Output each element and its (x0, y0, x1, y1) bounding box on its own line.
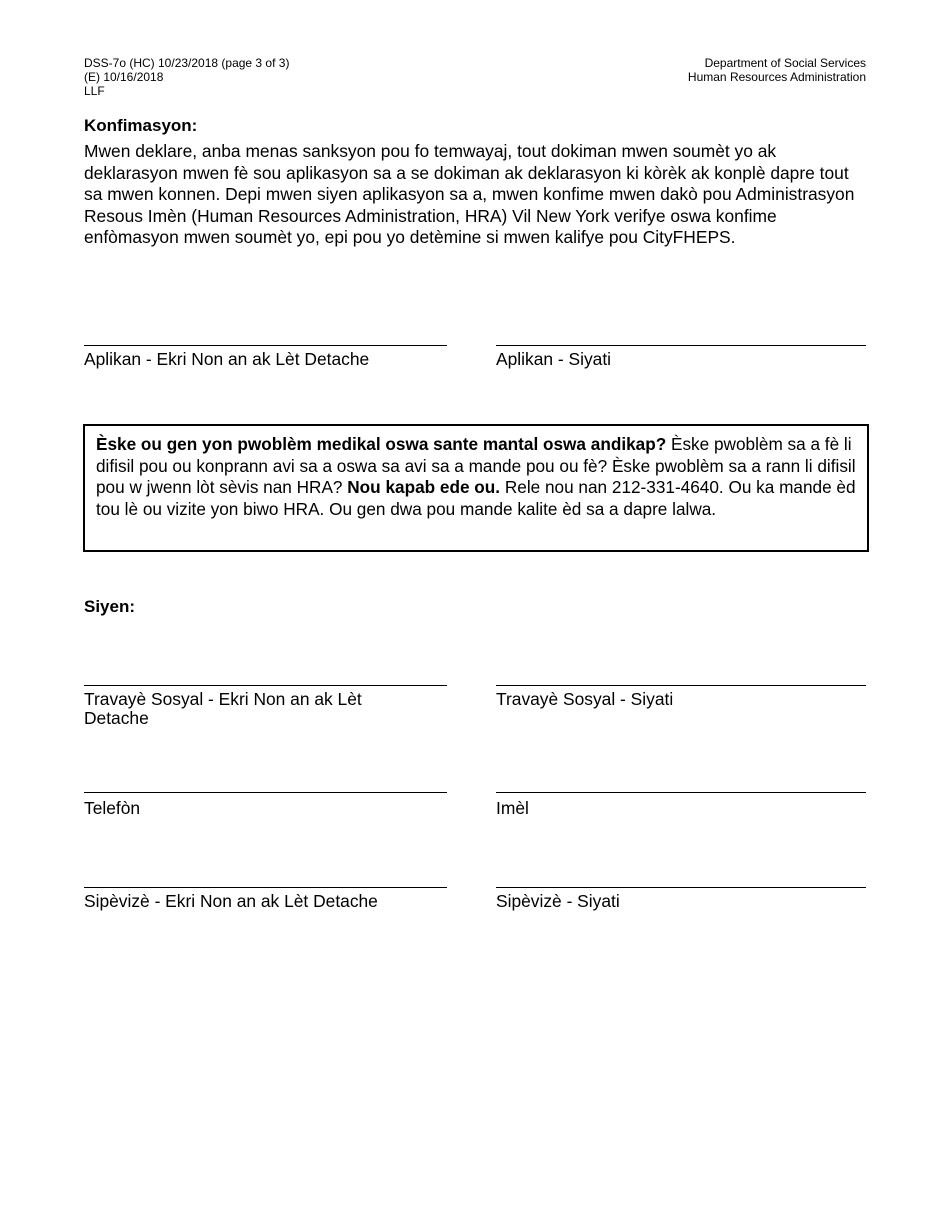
language-code-line: LLF (84, 84, 105, 98)
supervisor-signature-label: Sipèvizè - Siyati (496, 891, 620, 911)
social-worker-name-line[interactable] (84, 685, 447, 686)
supervisor-name-label: Sipèvizè - Ekri Non an ak Lèt Detache (84, 891, 378, 911)
notice-text-1: Èske pwoblèm sa a fè li difisil pou ou konprann avi sa a oswa sa avi sa a mande pou ou fè? Èske pwoblèm sa a rann li difisil pou w jwenn lòt sèvis nan HRA? (96, 434, 856, 498)
agency-header (688, 56, 866, 84)
applicant-name-line[interactable] (84, 345, 447, 346)
applicant-name-label: Aplikan - Ekri Non an ak Lèt Detache (84, 349, 370, 369)
notice-text-2: Rele nou nan 212-331-4640. Ou ka mande èd tou lè ou vizite yon biwo HRA. Ou gen dwa pou mande kalite èd sa a dapre lalwa. (96, 477, 856, 519)
applicant-signature-line[interactable] (496, 345, 866, 346)
email-line[interactable] (496, 792, 866, 793)
confirmation-title: Konfimasyon: (84, 116, 198, 135)
email-label: Imèl (496, 798, 529, 818)
department-name: Department of Social Services (704, 56, 866, 70)
supervisor-name-line[interactable] (84, 887, 447, 888)
signed-title: Siyen: (84, 597, 136, 616)
social-worker-signature-label: Travayè Sosyal - Siyati (496, 689, 674, 709)
applicant-signature-label: Aplikan - Siyati (496, 349, 612, 369)
notice-help: Nou kapab ede ou. (347, 477, 501, 498)
administration-name: Human Resources Administration (687, 70, 866, 84)
social-worker-signature-line[interactable] (496, 685, 866, 686)
accessibility-notice-box (83, 424, 869, 552)
confirmation-paragraph: Mwen deklare, anba menas sanksyon pou fo temwayaj, tout dokiman mwen soumèt yo ak deklarasyon mwen fè sou aplikasyon sa a se dokiman ak deklarasyon ki kòrèk ak konplè dapre tout sa mwen konnen. Depi mwen siyen aplikasyon sa a, mwen konfime mwen dakò pou Administrasyon Resous Imèn (Human Resources Administration, HRA) Vil New York verifye oswa konfime enfòmasyon mwen soumèt yo, epi pou yo detèmine si mwen kalifye pou CityFHEPS. (84, 141, 855, 247)
phone-label: Telefòn (84, 798, 141, 818)
edition-date-line: (E) 10/16/2018 (84, 70, 164, 84)
supervisor-signature-line[interactable] (496, 887, 866, 888)
form-id-line: DSS-7o (HC) 10/23/2018 (page 3 of 3) (84, 56, 290, 70)
phone-line[interactable] (84, 792, 447, 793)
form-id-header (84, 56, 289, 98)
notice-question: Èske ou gen yon pwoblèm medikal oswa sante mantal oswa andikap? (96, 434, 667, 454)
social-worker-name-label: Travayè Sosyal - Ekri Non an ak Lèt Detache (84, 689, 362, 728)
